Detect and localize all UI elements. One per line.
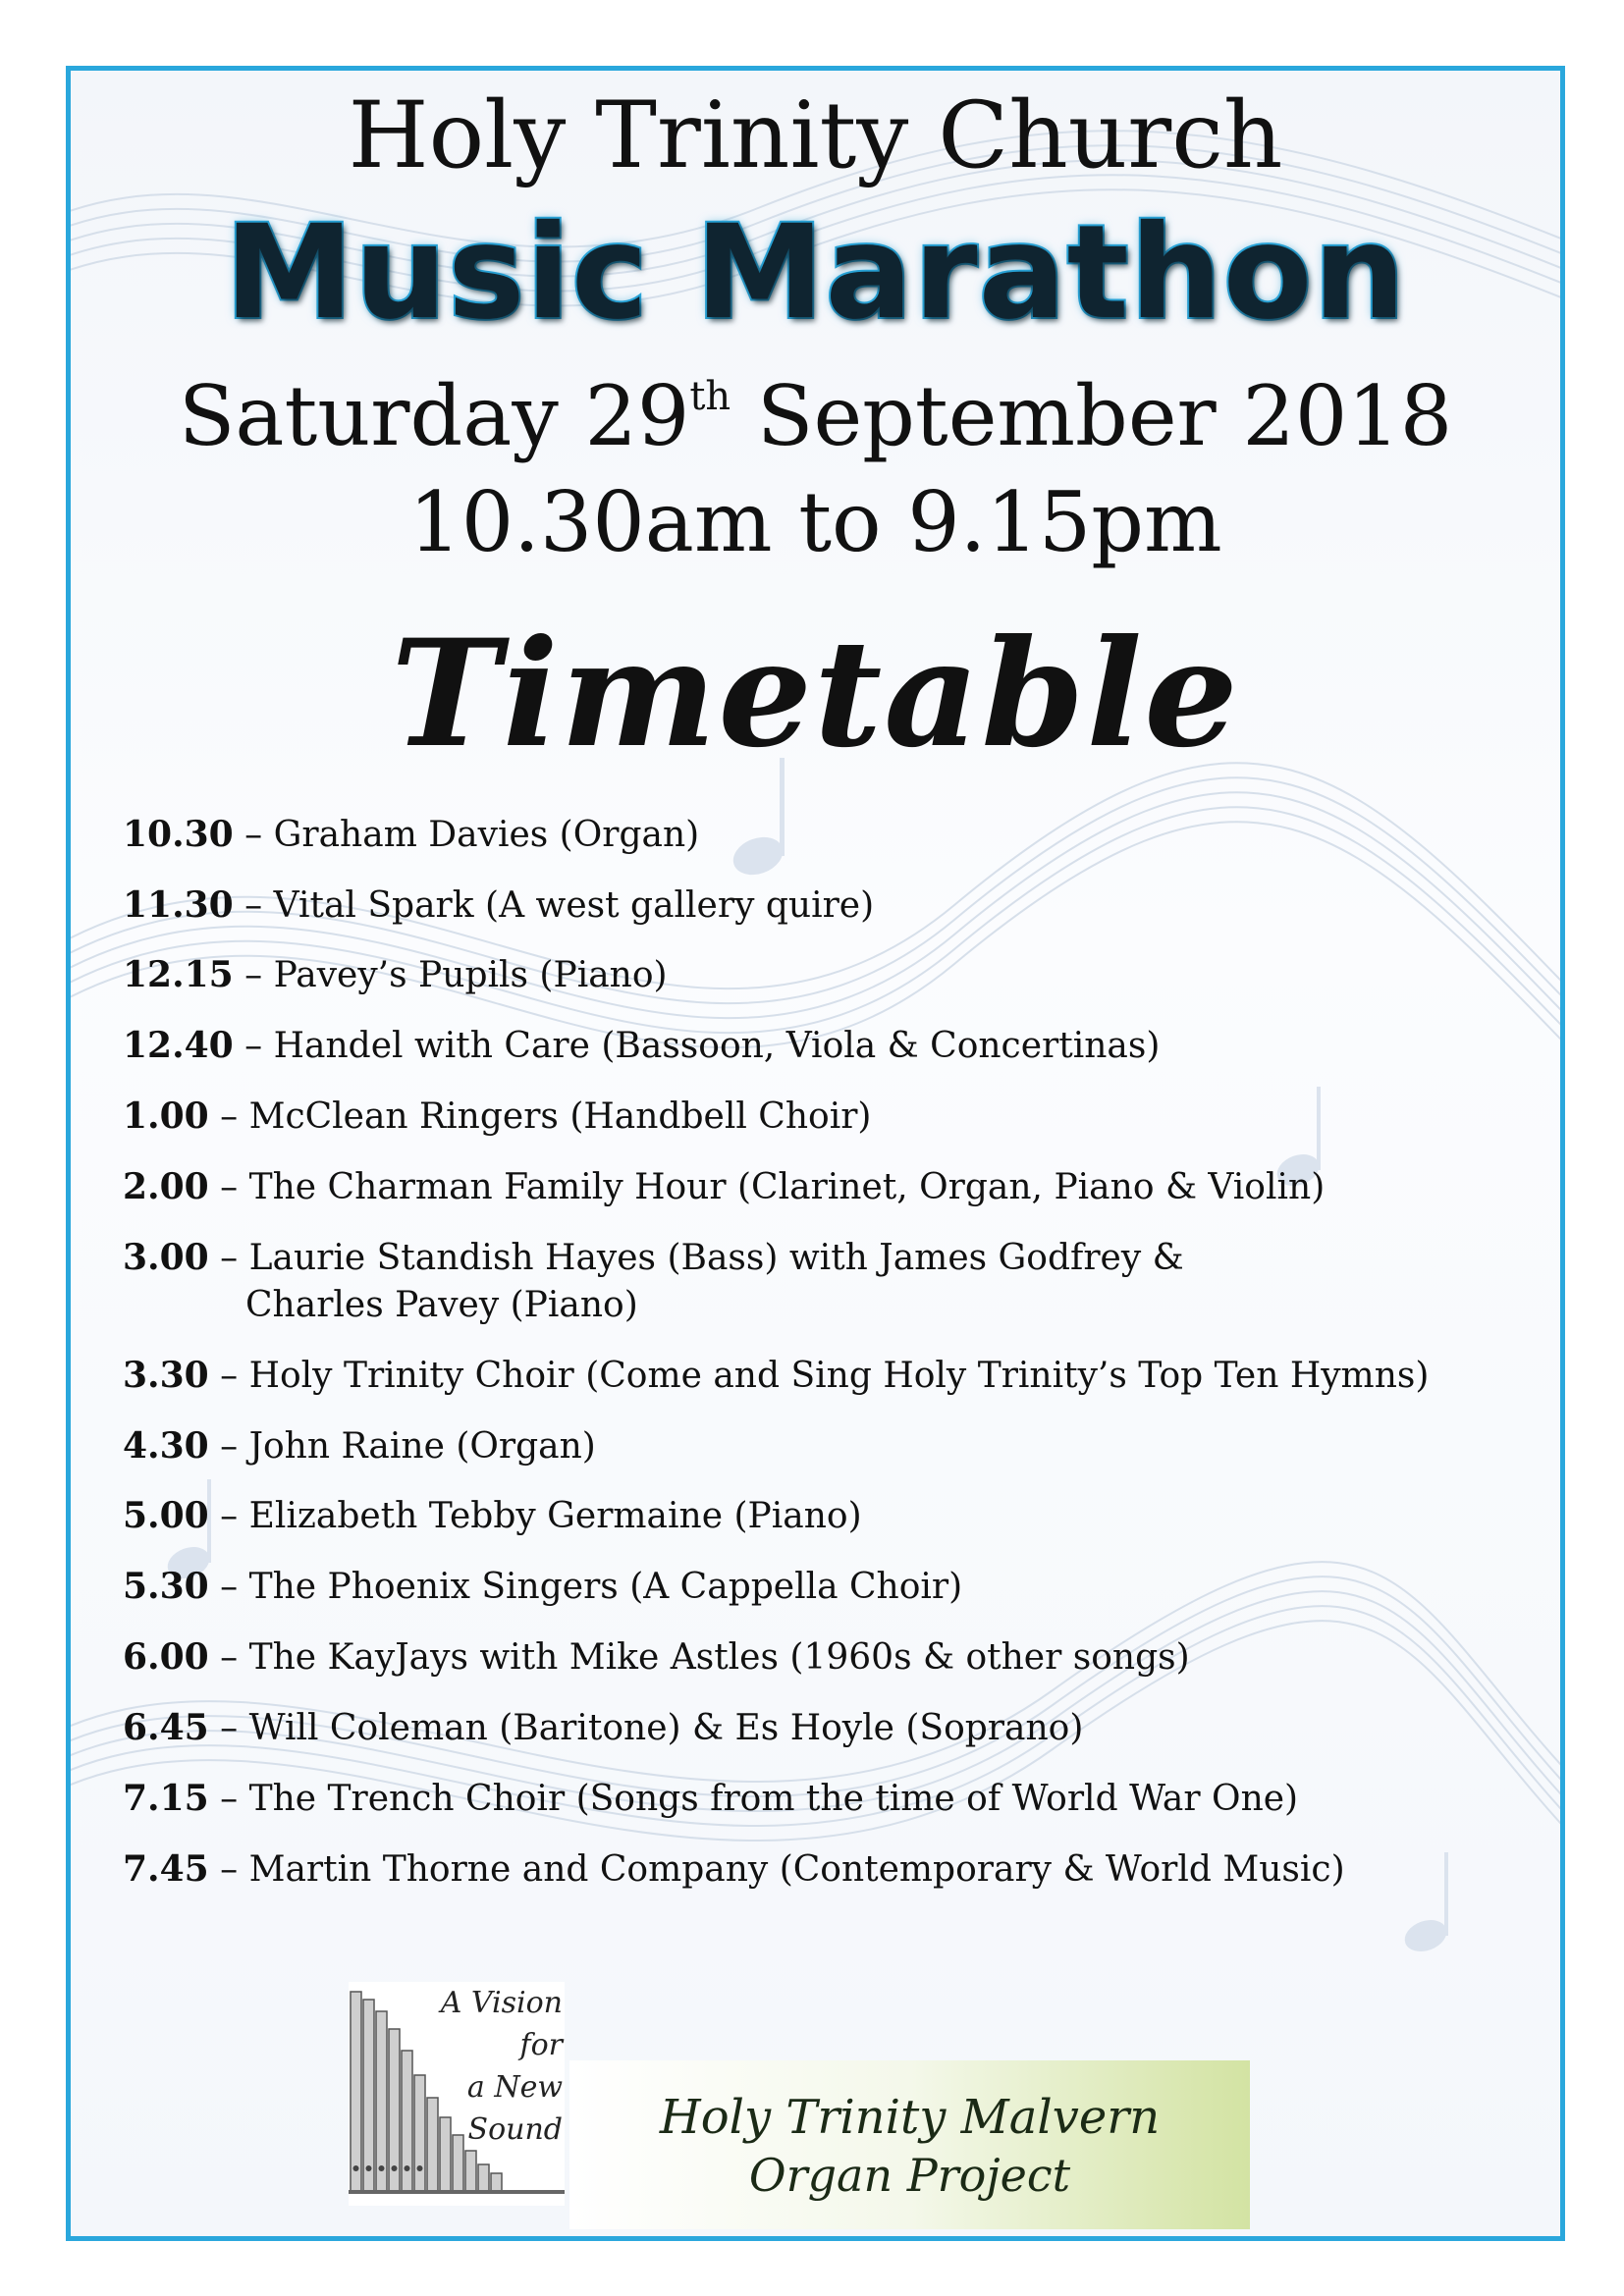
separator: – [208, 1779, 249, 1819]
schedule-row [123, 1848, 1537, 1890]
vision-line: Sound [467, 2112, 563, 2147]
separator: – [233, 815, 274, 855]
date-day: Saturday 29 [178, 368, 690, 464]
separator: – [208, 1426, 249, 1467]
separator: – [208, 1167, 249, 1207]
schedule-act: Will Coleman (Baritone) & Es Hoyle (Soprano) [248, 1708, 1084, 1748]
schedule-act: Laurie Standish Hayes (Bass) with James Godfrey & [248, 1238, 1184, 1278]
separator: – [208, 1096, 249, 1137]
schedule-row [123, 1707, 1537, 1748]
event-time: 10.30am to 9.15pm [408, 474, 1222, 570]
separator: – [208, 1849, 249, 1890]
event-title: Music Marathon [224, 197, 1407, 348]
separator: – [233, 1026, 274, 1066]
schedule-time: 12.40 [123, 1025, 234, 1066]
schedule-row [123, 814, 1537, 855]
schedule-act-continued: Charles Pavey (Piano) [245, 1285, 638, 1325]
church-name: Holy Trinity Church [348, 82, 1283, 189]
vision-line: a New [466, 2070, 563, 2105]
schedule-time: 11.30 [123, 884, 234, 926]
separator: – [208, 1708, 249, 1748]
schedule-time: 12.15 [123, 954, 234, 995]
schedule-row [123, 1025, 1537, 1066]
separator: – [208, 1238, 249, 1278]
timetable-heading: Timetable [391, 608, 1240, 780]
schedule-act: The Trench Choir (Songs from the time of World War One) [248, 1779, 1299, 1819]
schedule-time: 3.30 [123, 1355, 209, 1396]
vision-line: A Vision [440, 1986, 563, 2020]
schedule-row [123, 884, 1537, 926]
schedule-act: The Charman Family Hour (Clarinet, Organ, Piano & Violin) [248, 1167, 1326, 1207]
schedule-act: John Raine (Organ) [248, 1426, 596, 1467]
schedule-time: 3.00 [123, 1237, 209, 1278]
schedule-act: Martin Thorne and Company (Contemporary & World Music) [248, 1849, 1345, 1890]
event-date [71, 368, 1560, 464]
vision-logo [349, 1982, 565, 2206]
project-subtitle: Organ Project [748, 2149, 1071, 2202]
schedule-act: Holy Trinity Choir (Come and Sing Holy Trinity’s Top Ten Hymns) [248, 1356, 1430, 1396]
date-suffix: th [689, 374, 731, 419]
schedule-act: Vital Spark (A west gallery quire) [273, 885, 875, 926]
schedule-act: Graham Davies (Organ) [273, 815, 700, 855]
schedule-row [123, 1636, 1537, 1678]
poster-frame [66, 66, 1565, 2241]
schedule-act: Elizabeth Tebby Germaine (Piano) [248, 1496, 862, 1536]
date-rest: September 2018 [731, 368, 1453, 464]
poster-content [71, 71, 1560, 2236]
schedule-act: Handel with Care (Bassoon, Viola & Concertinas) [273, 1026, 1161, 1066]
schedule-act: McClean Ringers (Handbell Choir) [248, 1096, 872, 1137]
separator: – [233, 885, 274, 926]
schedule-row [123, 1495, 1537, 1536]
schedule-act: Pavey’s Pupils (Piano) [273, 955, 668, 995]
schedule-row [123, 1237, 1537, 1325]
separator: – [208, 1567, 249, 1607]
vision-logo-text [388, 1982, 563, 2151]
separator: – [208, 1496, 249, 1536]
separator: – [208, 1356, 249, 1396]
schedule-time: 5.00 [123, 1495, 209, 1536]
schedule-row [123, 1425, 1537, 1467]
schedule-time: 6.45 [123, 1707, 209, 1748]
schedule-act: The Phoenix Singers (A Cappella Choir) [248, 1567, 963, 1607]
schedule-time: 4.30 [123, 1425, 209, 1467]
schedule-time: 7.15 [123, 1778, 209, 1819]
project-name: Holy Trinity Malvern [659, 2090, 1161, 2145]
schedule-time: 7.45 [123, 1848, 209, 1890]
vision-line: for [519, 2028, 563, 2062]
schedule-row [123, 1166, 1537, 1207]
schedule-row [123, 1095, 1537, 1137]
organ-project-logo [569, 2060, 1250, 2229]
schedule-time: 2.00 [123, 1166, 209, 1207]
schedule-row [123, 954, 1537, 995]
schedule-row [123, 1355, 1537, 1396]
schedule-time: 1.00 [123, 1095, 209, 1137]
schedule-row [123, 1566, 1537, 1607]
separator: – [233, 955, 274, 995]
schedule-time: 6.00 [123, 1636, 209, 1678]
schedule-row [123, 1778, 1537, 1819]
separator: – [208, 1637, 249, 1678]
schedule-time: 10.30 [123, 814, 234, 855]
schedule-time: 5.30 [123, 1566, 209, 1607]
schedule-act: The KayJays with Mike Astles (1960s & other songs) [248, 1637, 1190, 1678]
